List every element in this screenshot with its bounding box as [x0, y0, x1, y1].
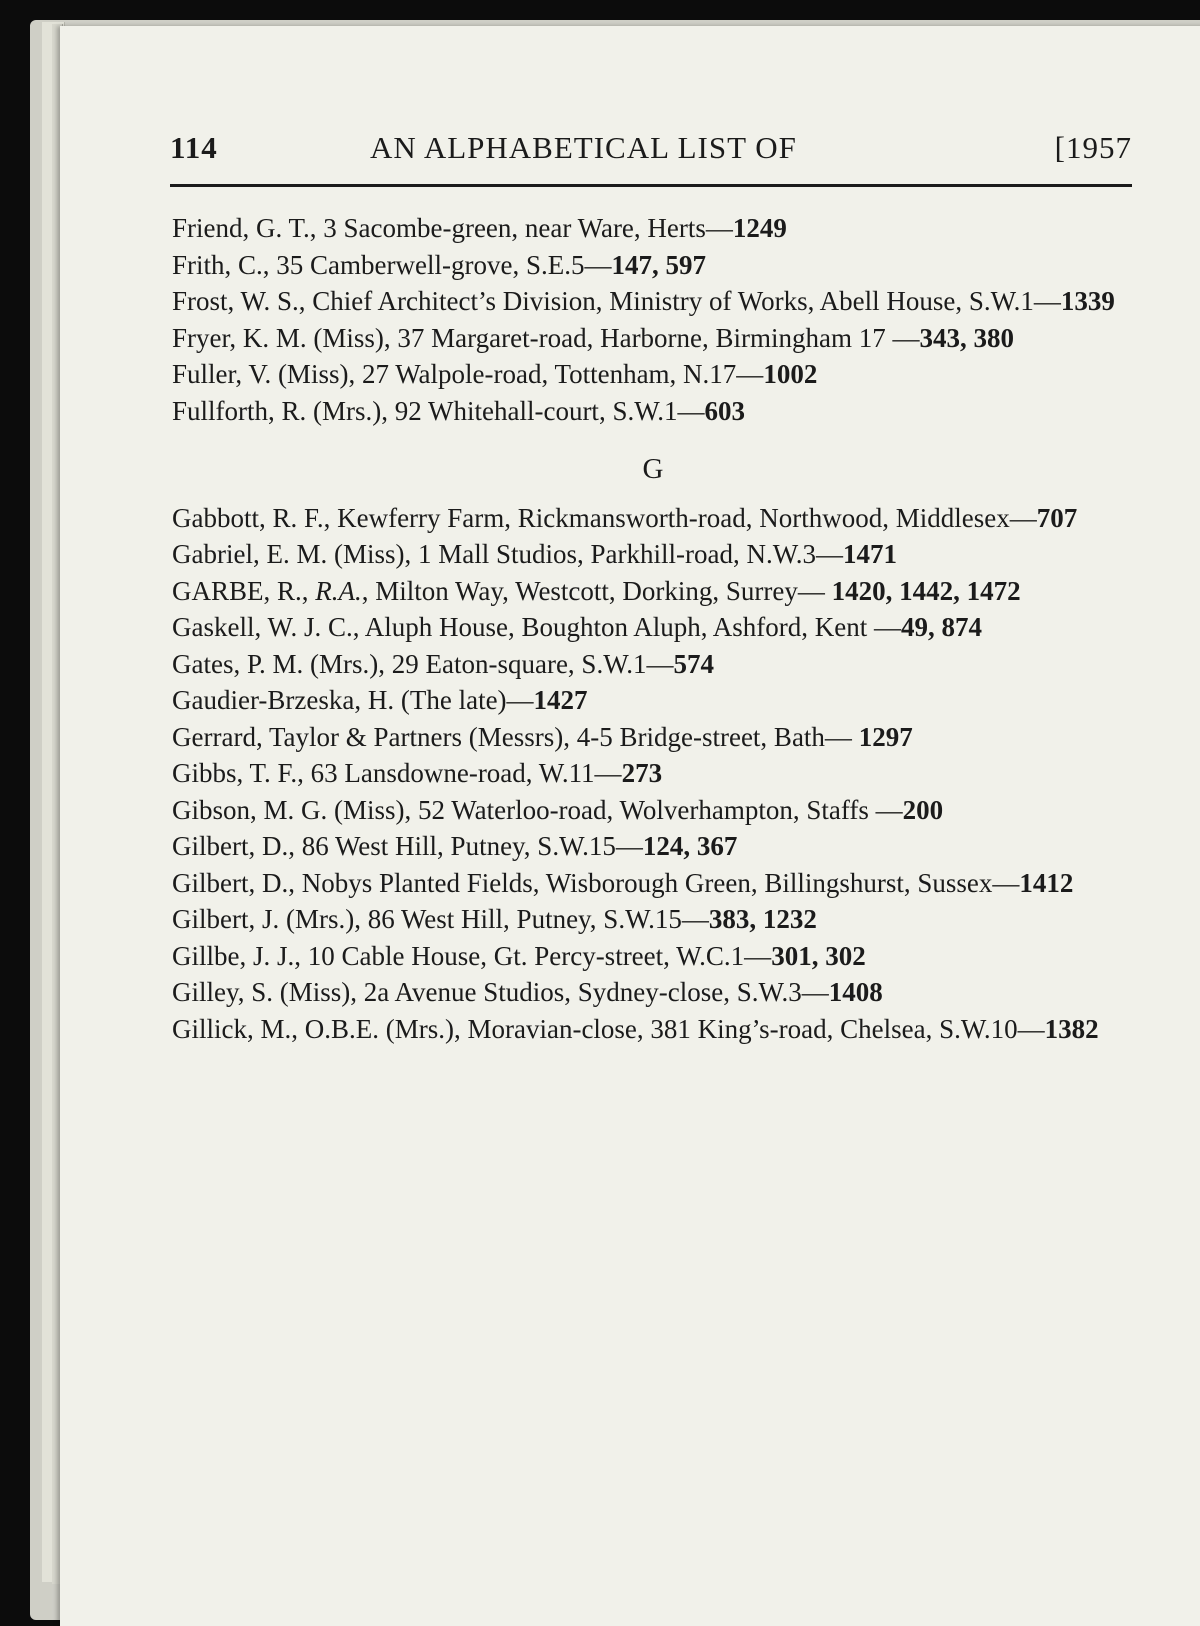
entry-text: Gilbert, J. (Mrs.), 86 West Hill, Putney, S.W.15—	[172, 904, 709, 934]
entry-numbers: 1339	[1060, 286, 1115, 316]
list-item	[172, 901, 1134, 938]
list-item	[172, 320, 1134, 357]
entry-text: Gillick, M., O.B.E. (Mrs.), Moravian-close, 381 King’s-road, Chelsea, S.W.10—	[172, 1013, 1045, 1044]
list-item	[172, 500, 1134, 537]
section-letter: G	[642, 453, 664, 485]
directory-listing	[172, 210, 1134, 1047]
header-year: [1957	[1054, 130, 1132, 165]
entry-numbers: 343, 380	[919, 322, 1015, 353]
list-item	[172, 573, 1134, 610]
list-item	[172, 792, 1134, 829]
entry-numbers: 301, 302	[771, 940, 866, 971]
running-title: AN ALPHABETICAL LIST OF	[370, 130, 797, 165]
list-item	[172, 682, 1134, 719]
entry-text: Fullforth, R. (Mrs.), 92 Whitehall-court, S.W.1—	[172, 395, 705, 426]
entry-numbers: 603	[704, 395, 745, 426]
entry-text: Gerrard, Taylor & Partners (Messrs), 4-5 Bridge-street, Bath—	[172, 721, 859, 752]
running-header	[170, 130, 1132, 186]
entries-f	[172, 210, 1134, 429]
list-item	[172, 609, 1134, 646]
list-item	[172, 865, 1134, 902]
entry-numbers: 1408	[828, 977, 883, 1007]
list-item	[172, 1011, 1134, 1048]
entry-numbers: 1412	[1019, 867, 1074, 898]
entry-text: , Milton Way, Westcott, Dorking, Surrey—	[361, 575, 832, 606]
list-item	[172, 719, 1134, 756]
entry-numbers: 49, 874	[901, 612, 983, 642]
list-item	[172, 974, 1134, 1011]
entry-text: Fryer, K. M. (Miss), 37 Margaret-road, Harborne, Birmingham 17 —	[172, 322, 920, 353]
entry-numbers: 200	[902, 794, 944, 825]
entry-text: Friend, G. T., 3 Sacombe-green, near Ware, Herts—	[172, 213, 733, 243]
entry-numbers: 1002	[763, 359, 818, 389]
entry-text: Gibbs, T. F., 63 Lansdowne-road, W.11—	[172, 758, 622, 788]
entry-numbers: 1382	[1044, 1013, 1099, 1044]
entry-text: Fuller, V. (Miss), 27 Walpole-road, Tottenham, N.17—	[172, 359, 764, 389]
entry-numbers: 1471	[842, 539, 897, 569]
entry-name: GARBE, R.,	[172, 575, 316, 606]
entry-text: Gabbott, R. F., Kewferry Farm, Rickmansworth-road, Northwood, Middlesex—	[172, 502, 1037, 533]
list-item	[172, 646, 1134, 683]
entry-text: Gabriel, E. M. (Miss), 1 Mall Studios, Parkhill-road, N.W.3—	[172, 539, 843, 569]
entry-text: Frost, W. S., Chief Architect’s Division, Ministry of Works, Abell House, S.W.1—	[172, 286, 1061, 316]
entry-text: Gaudier-Brzeska, H. (The late)—	[172, 685, 534, 715]
entry-text: Gilley, S. (Miss), 2a Avenue Studios, Sydney-close, S.W.3—	[172, 977, 829, 1007]
list-item	[172, 536, 1134, 573]
entry-numbers: 124, 367	[642, 831, 738, 861]
list-item	[172, 247, 1134, 284]
list-item	[172, 283, 1134, 320]
entry-numbers: 1249	[732, 213, 787, 243]
list-item	[172, 938, 1134, 975]
entry-numbers: 383, 1232	[708, 904, 817, 934]
list-item	[172, 828, 1134, 865]
entry-numbers: 1420, 1442, 1472	[831, 575, 1021, 606]
entry-numbers: 574	[673, 648, 714, 679]
entry-numbers: 147, 597	[611, 249, 706, 280]
entry-text: Frith, C., 35 Camberwell-grove, S.E.5—	[172, 249, 612, 280]
entry-text: Gates, P. M. (Mrs.), 29 Eaton-square, S.W.1—	[172, 648, 674, 679]
entry-text: Gilbert, D., Nobys Planted Fields, Wisborough Green, Billingshurst, Sussex—	[172, 867, 1020, 898]
header-rule	[170, 184, 1132, 187]
list-item	[172, 356, 1134, 393]
list-item	[172, 393, 1134, 430]
entry-numbers: 273	[621, 758, 663, 788]
list-item	[172, 210, 1134, 247]
entry-text: Gillbe, J. J., 10 Cable House, Gt. Percy-street, W.C.1—	[172, 940, 772, 971]
page-number: 114	[170, 130, 218, 165]
entry-text: Gilbert, D., 86 West Hill, Putney, S.W.15—	[172, 831, 643, 861]
entry-distinction: R.A.	[315, 575, 362, 606]
entry-text: Gaskell, W. J. C., Aluph House, Boughton Aluph, Ashford, Kent —	[172, 612, 902, 642]
entry-numbers: 1427	[533, 685, 588, 715]
entry-numbers: 707	[1036, 502, 1078, 533]
entry-text: Gibson, M. G. (Miss), 52 Waterloo-road, Wolverhampton, Staffs —	[172, 794, 903, 825]
list-item	[172, 755, 1134, 792]
entries-g	[172, 500, 1134, 1048]
entry-numbers: 1297	[858, 721, 913, 752]
